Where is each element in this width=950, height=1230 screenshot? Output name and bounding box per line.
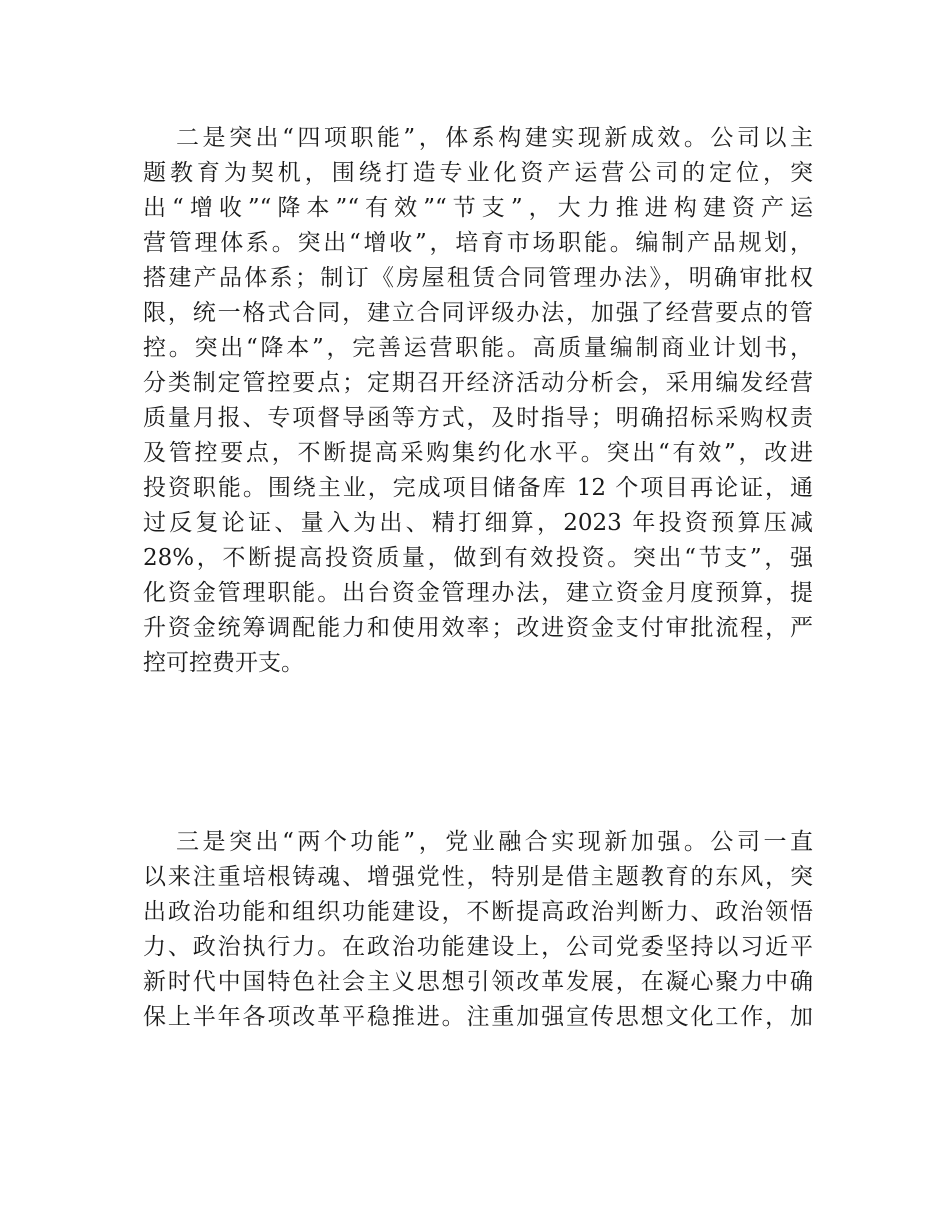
paragraph-line: 保上半年各项改革平稳推进。注重加强宣传思想文化工作，加 — [143, 1004, 813, 1030]
paragraph-line: 搭建产品体系；制订《房屋租赁合同管理办法》，明确审批权 — [143, 265, 813, 291]
paragraph-line: 及管控要点，不断提高采购集约化水平。突出“有效”，改进 — [143, 440, 813, 466]
paragraph-line: 质量月报、专项督导函等方式，及时指导；明确招标采购权责 — [143, 405, 813, 431]
paragraph-line: 过反复论证、量入为出、精打细算，2023 年投资预算压减 — [143, 510, 813, 536]
paragraph-line: 营管理体系。突出“增收”，培育市场职能。编制产品规划， — [143, 230, 813, 256]
paragraph-line: 题教育为契机，围绕打造专业化资产运营公司的定位，突 — [143, 160, 813, 186]
paragraph-line: 控可控费开支。 — [143, 650, 304, 676]
paragraph-line: 出“增收”“降本”“有效”“节支”，大力推进构建资产运 — [143, 195, 813, 221]
paragraph-four-functions — [143, 121, 813, 681]
paragraph-line: 出政治功能和组织功能建设，不断提高政治判断力、政治领悟 — [143, 899, 813, 925]
paragraph-two-functions — [143, 825, 813, 1035]
paragraph-line: 新时代中国特色社会主义思想引领改革发展，在凝心聚力中确 — [143, 969, 813, 995]
paragraph-line: 限，统一格式合同，建立合同评级办法，加强了经营要点的管 — [143, 300, 813, 326]
paragraph-line: 二是突出“四项职能”，体系构建实现新成效。公司以主 — [176, 125, 813, 151]
paragraph-line: 分类制定管控要点；定期召开经济活动分析会，采用编发经营 — [143, 370, 813, 396]
paragraph-line: 三是突出“两个功能”，党业融合实现新加强。公司一直 — [176, 829, 813, 855]
paragraph-line: 化资金管理职能。出台资金管理办法，建立资金月度预算，提 — [143, 580, 813, 606]
paragraph-line: 以来注重培根铸魂、增强党性，特别是借主题教育的东风，突 — [143, 864, 813, 890]
paragraph-line: 投资职能。围绕主业，完成项目储备库 12 个项目再论证，通 — [143, 475, 813, 501]
paragraph-line: 力、政治执行力。在政治功能建设上，公司党委坚持以习近平 — [143, 934, 813, 960]
paragraph-line: 升资金统筹调配能力和使用效率；改进资金支付审批流程，严 — [143, 615, 813, 641]
paragraph-line: 控。突出“降本”，完善运营职能。高质量编制商业计划书， — [143, 335, 813, 361]
paragraph-line: 28%，不断提高投资质量，做到有效投资。突出“节支”，强 — [143, 545, 813, 571]
